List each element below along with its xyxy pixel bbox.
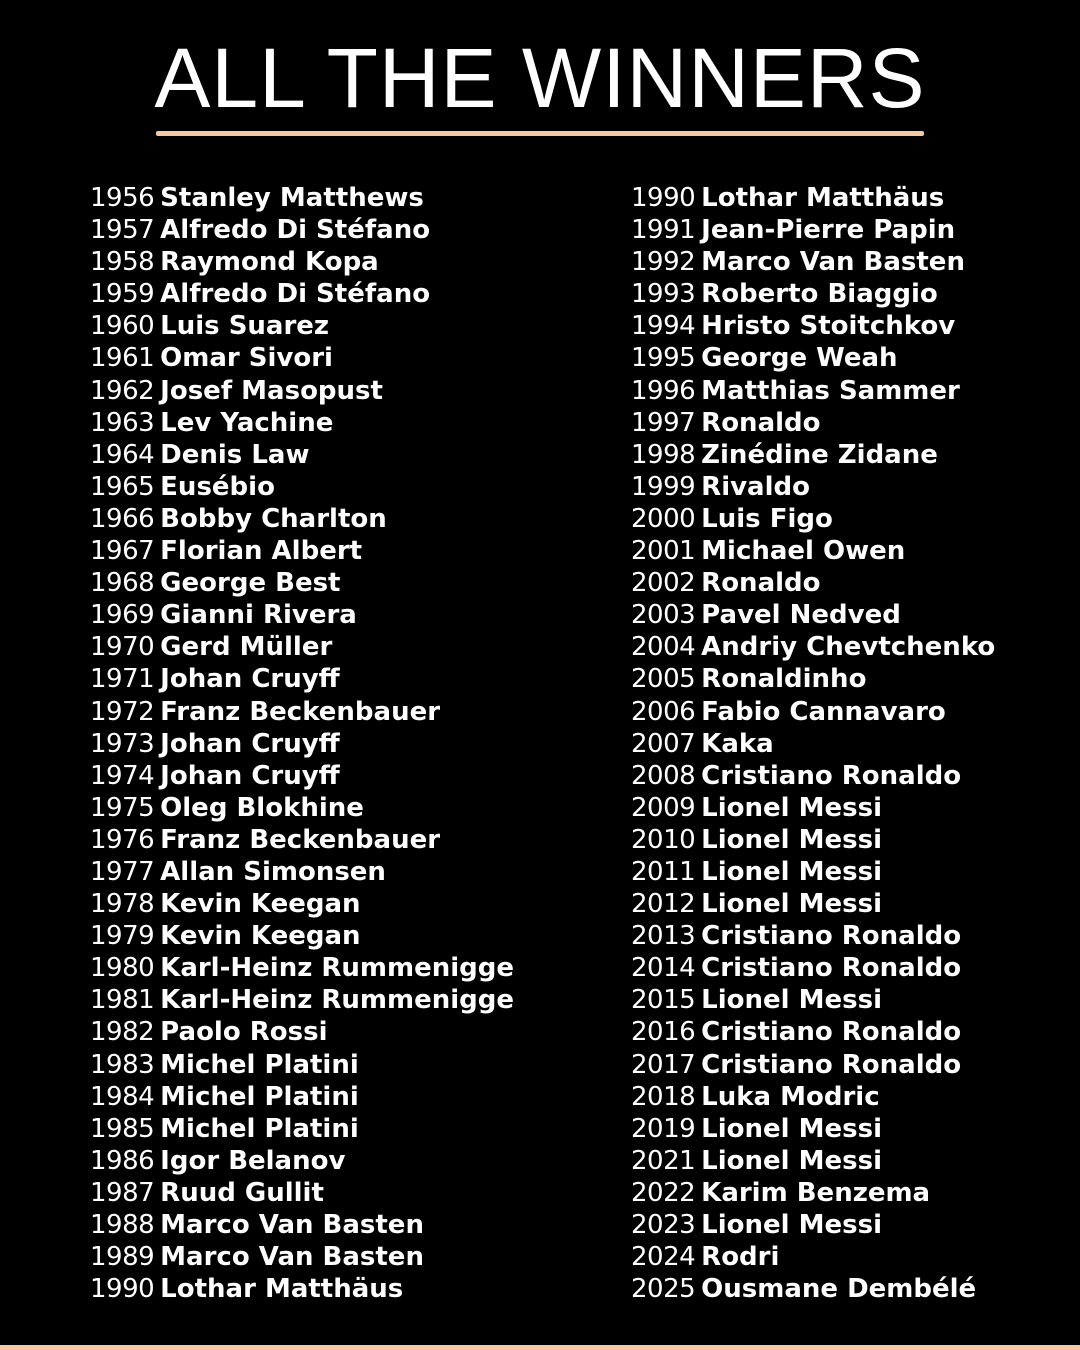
winner-row (631, 1113, 995, 1145)
winner-row (631, 760, 995, 792)
winner-year: 1978 (90, 889, 155, 920)
winner-row (631, 696, 995, 728)
winner-year: 2012 (631, 889, 696, 920)
winner-row (90, 567, 514, 599)
winner-year: 1957 (90, 215, 155, 246)
winner-name: Rivaldo (701, 471, 810, 502)
winner-row (631, 1081, 995, 1113)
winner-row (90, 824, 514, 856)
winner-year: 2014 (631, 953, 696, 984)
bottom-accent-strip (0, 1345, 1080, 1350)
winner-name: Luis Figo (701, 503, 833, 534)
winner-year: 1977 (90, 856, 155, 887)
winner-name: Raymond Kopa (160, 247, 379, 278)
winner-row (90, 1081, 514, 1113)
winner-year: 1966 (90, 503, 155, 534)
winner-row (631, 1145, 995, 1177)
winner-year: 2005 (631, 664, 696, 695)
winner-row (90, 888, 514, 920)
winner-year: 1996 (631, 375, 696, 406)
winner-row (631, 535, 995, 567)
winner-row (631, 663, 995, 695)
winner-row (90, 246, 514, 278)
winner-name: Karl-Heinz Rummenigge (160, 953, 515, 984)
winner-year: 2015 (631, 985, 696, 1016)
winner-name: Kevin Keegan (160, 889, 361, 920)
winner-year: 1962 (90, 375, 155, 406)
winner-year: 1998 (631, 439, 696, 470)
winners-list-right (631, 182, 995, 1305)
winner-row (90, 599, 514, 631)
winner-year: 1995 (631, 343, 696, 374)
winner-year: 1969 (90, 600, 155, 631)
winner-name: Michel Platini (160, 1049, 359, 1080)
winner-year: 1981 (90, 985, 155, 1016)
winner-name: Alfredo Di Stéfano (160, 279, 431, 310)
winner-row (90, 182, 514, 214)
winner-row (90, 696, 514, 728)
winner-name: Lothar Matthäus (701, 183, 945, 213)
winner-row (90, 1209, 514, 1241)
winner-year: 1987 (90, 1177, 155, 1208)
winner-name: Lionel Messi (701, 792, 882, 823)
winner-name: Gerd Müller (160, 632, 333, 663)
winner-year: 1982 (90, 1017, 155, 1048)
winner-row (90, 856, 514, 888)
winner-year: 2011 (631, 856, 696, 887)
winner-name: Cristiano Ronaldo (701, 953, 962, 984)
winner-name: Cristiano Ronaldo (701, 1017, 962, 1048)
winner-name: Lev Yachine (160, 407, 334, 438)
winner-year: 2001 (631, 536, 696, 567)
winner-year: 1974 (90, 760, 155, 791)
winner-year: 1964 (90, 439, 155, 470)
winner-name: Lionel Messi (701, 1210, 882, 1240)
winner-year: 2000 (631, 503, 696, 534)
winner-row (90, 342, 514, 374)
winner-name: Jean-Pierre Papin (701, 215, 956, 246)
winner-year: 2007 (631, 728, 696, 759)
winner-name: Fabio Cannavaro (701, 696, 946, 727)
winner-year: 1991 (631, 215, 696, 246)
winner-row (90, 503, 514, 535)
winner-row (90, 1177, 514, 1209)
winner-name: Bobby Charlton (160, 503, 387, 534)
winner-name: Karl-Heinz Rummenigge (160, 985, 515, 1016)
winner-row (90, 375, 514, 407)
winner-name: Alfredo Di Stéfano (160, 215, 431, 246)
winners-list-left (90, 182, 514, 1305)
winner-row (631, 1209, 995, 1241)
winner-row (90, 1145, 514, 1177)
winner-name: Oleg Blokhine (160, 792, 364, 823)
winner-name: Lionel Messi (701, 824, 882, 855)
winner-row (90, 920, 514, 952)
winner-row (631, 792, 995, 824)
winner-year: 1994 (631, 311, 696, 342)
winner-name: Roberto Biaggio (701, 279, 938, 310)
winner-name: Andriy Chevtchenko (701, 632, 996, 663)
winner-name: Lionel Messi (701, 985, 882, 1016)
winner-name: Eusébio (160, 471, 275, 502)
winner-year: 1999 (631, 471, 696, 502)
winner-year: 2002 (631, 568, 696, 599)
winner-row (631, 407, 995, 439)
winner-name: Florian Albert (160, 536, 363, 567)
winner-year: 1988 (90, 1210, 155, 1240)
winner-year: 2008 (631, 760, 696, 791)
title-underline (156, 131, 924, 136)
winner-row (90, 631, 514, 663)
winner-name: Michel Platini (160, 1113, 359, 1144)
winner-row (631, 728, 995, 760)
winner-year: 2019 (631, 1113, 696, 1144)
winner-row (631, 278, 995, 310)
winner-name: Kevin Keegan (160, 921, 361, 952)
winner-year: 2022 (631, 1177, 696, 1208)
winner-row (631, 952, 995, 984)
winner-name: Ronaldo (701, 407, 821, 438)
winner-year: 1990 (631, 183, 696, 213)
winner-year: 1985 (90, 1113, 155, 1144)
winner-year: 1971 (90, 664, 155, 695)
winner-name: Ronaldinho (701, 664, 867, 695)
winner-year: 2024 (631, 1242, 696, 1273)
winner-row (631, 503, 995, 535)
winner-row (631, 984, 995, 1016)
winner-name: Matthias Sammer (701, 375, 960, 406)
winner-year: 1997 (631, 407, 696, 438)
winner-name: Lothar Matthäus (160, 1274, 404, 1305)
winner-row (90, 792, 514, 824)
winner-year: 1959 (90, 279, 155, 310)
winner-year: 1986 (90, 1145, 155, 1176)
winner-row (631, 920, 995, 952)
winner-row (631, 471, 995, 503)
winner-row (631, 1177, 995, 1209)
winner-name: Ruud Gullit (160, 1177, 324, 1208)
winner-year: 2025 (631, 1274, 696, 1305)
winner-row (90, 407, 514, 439)
winner-year: 1979 (90, 921, 155, 952)
winner-row (631, 1273, 995, 1305)
winner-year: 2018 (631, 1081, 696, 1112)
winner-row (90, 663, 514, 695)
winner-name: Ousmane Dembélé (701, 1274, 977, 1305)
winner-year: 2009 (631, 792, 696, 823)
winner-row (90, 952, 514, 984)
winner-year: 1993 (631, 279, 696, 310)
winner-year: 1980 (90, 953, 155, 984)
winner-row (631, 631, 995, 663)
winner-name: Kaka (701, 728, 774, 759)
winner-row (90, 535, 514, 567)
winner-row (631, 856, 995, 888)
winner-row (90, 1113, 514, 1145)
winner-year: 1973 (90, 728, 155, 759)
winner-name: George Best (160, 568, 341, 599)
winner-year: 2010 (631, 824, 696, 855)
winner-row (90, 471, 514, 503)
winner-year: 1967 (90, 536, 155, 567)
winner-row (631, 1241, 995, 1273)
winner-name: Igor Belanov (160, 1145, 346, 1176)
winner-name: Michel Platini (160, 1081, 359, 1112)
winner-row (631, 342, 995, 374)
winner-name: Johan Cruyff (160, 664, 340, 695)
winner-year: 2013 (631, 921, 696, 952)
winner-year: 1956 (90, 183, 155, 213)
winner-name: Johan Cruyff (160, 760, 340, 791)
winner-name: Josef Masopust (160, 375, 383, 406)
winner-row (631, 599, 995, 631)
winner-row (90, 1241, 514, 1273)
winner-year: 2023 (631, 1210, 696, 1240)
winner-row (90, 1273, 514, 1305)
winner-name: Lionel Messi (701, 856, 882, 887)
winner-name: Pavel Nedved (701, 600, 901, 631)
winner-year: 1960 (90, 311, 155, 342)
winner-row (90, 760, 514, 792)
winner-year: 2016 (631, 1017, 696, 1048)
winner-year: 1970 (90, 632, 155, 663)
winner-row (90, 984, 514, 1016)
winner-name: Gianni Rivera (160, 600, 357, 631)
winner-name: Cristiano Ronaldo (701, 760, 962, 791)
winner-name: Luka Modric (701, 1081, 880, 1112)
winner-year: 1976 (90, 824, 155, 855)
winner-name: Cristiano Ronaldo (701, 921, 962, 952)
winner-year: 1975 (90, 792, 155, 823)
winner-year: 1989 (90, 1242, 155, 1273)
winner-year: 1972 (90, 696, 155, 727)
winner-year: 1965 (90, 471, 155, 502)
winner-row (631, 214, 995, 246)
winner-name: Marco Van Basten (701, 247, 965, 278)
winner-row (90, 278, 514, 310)
winner-row (631, 182, 995, 214)
winner-year: 1958 (90, 247, 155, 278)
winner-name: Franz Beckenbauer (160, 696, 441, 727)
winner-name: Stanley Matthews (160, 183, 424, 213)
winner-row (631, 310, 995, 342)
winner-name: Lionel Messi (701, 1145, 882, 1176)
winner-row (631, 1049, 995, 1081)
winner-row (631, 1016, 995, 1048)
winner-year: 1983 (90, 1049, 155, 1080)
winner-name: Franz Beckenbauer (160, 824, 441, 855)
winner-name: Lionel Messi (701, 889, 882, 920)
winner-row (90, 1049, 514, 1081)
winner-row (631, 888, 995, 920)
winner-name: Zinédine Zidane (701, 439, 938, 470)
winner-name: Omar Sivori (160, 343, 333, 374)
winner-name: George Weah (701, 343, 898, 374)
winner-name: Marco Van Basten (160, 1242, 424, 1273)
winner-year: 1990 (90, 1274, 155, 1305)
winner-year: 2006 (631, 696, 696, 727)
winner-name: Karim Benzema (701, 1177, 931, 1208)
winner-name: Lionel Messi (701, 1113, 882, 1144)
winner-row (90, 1016, 514, 1048)
winner-row (90, 214, 514, 246)
winner-year: 1961 (90, 343, 155, 374)
winner-year: 2003 (631, 600, 696, 631)
winner-name: Rodri (701, 1242, 780, 1273)
winner-row (631, 567, 995, 599)
winner-row (90, 728, 514, 760)
winner-name: Luis Suarez (160, 311, 330, 342)
winner-name: Marco Van Basten (160, 1210, 424, 1240)
winner-name: Cristiano Ronaldo (701, 1049, 962, 1080)
winner-name: Paolo Rossi (160, 1017, 328, 1048)
winner-row (631, 375, 995, 407)
winner-row (631, 824, 995, 856)
winner-name: Ronaldo (701, 568, 821, 599)
winner-year: 1992 (631, 247, 696, 278)
winner-year: 1968 (90, 568, 155, 599)
winner-name: Denis Law (160, 439, 310, 470)
page-title: ALL THE WINNERS (154, 31, 926, 125)
winner-name: Hristo Stoitchkov (701, 311, 956, 342)
winner-year: 2017 (631, 1049, 696, 1080)
winner-name: Michael Owen (701, 536, 906, 567)
winner-name: Allan Simonsen (160, 856, 386, 887)
winner-year: 2004 (631, 632, 696, 663)
winner-row (631, 246, 995, 278)
winner-name: Johan Cruyff (160, 728, 340, 759)
winner-row (90, 439, 514, 471)
winner-year: 2021 (631, 1145, 696, 1176)
winner-row (631, 439, 995, 471)
winner-year: 1963 (90, 407, 155, 438)
winner-row (90, 310, 514, 342)
winner-year: 1984 (90, 1081, 155, 1112)
